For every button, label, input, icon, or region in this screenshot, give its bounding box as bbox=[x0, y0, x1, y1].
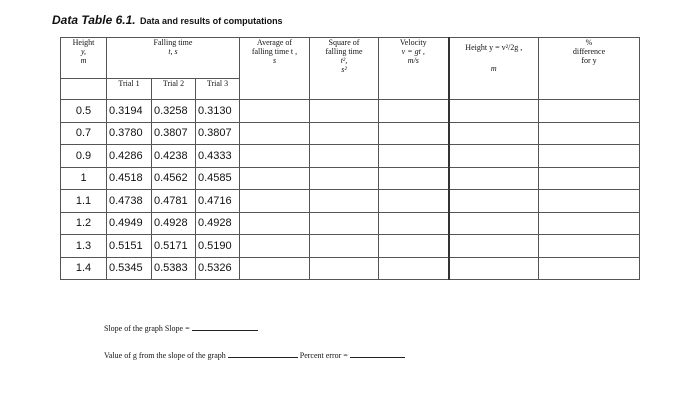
height-cell: 1.3 bbox=[61, 235, 107, 258]
trial2-cell: 0.5383 bbox=[152, 257, 196, 280]
velocity-cell[interactable] bbox=[379, 100, 449, 123]
table-row bbox=[61, 212, 640, 235]
header-square-l4: s² bbox=[341, 65, 347, 74]
square-cell[interactable] bbox=[310, 167, 379, 190]
header-square bbox=[310, 38, 379, 100]
height-formula-cell[interactable] bbox=[449, 100, 539, 123]
trial1-cell: 0.3780 bbox=[107, 122, 152, 145]
header-height bbox=[61, 38, 107, 79]
average-cell[interactable] bbox=[240, 167, 310, 190]
height-cell: 0.7 bbox=[61, 122, 107, 145]
header-height-l3: m bbox=[80, 56, 87, 65]
header-velocity bbox=[379, 38, 449, 100]
height-cell: 1.2 bbox=[61, 212, 107, 235]
header-trial-2: Trial 2 bbox=[152, 79, 196, 100]
height-formula-cell[interactable] bbox=[449, 122, 539, 145]
square-cell[interactable] bbox=[310, 235, 379, 258]
header-velocity-l3: m/s bbox=[407, 56, 419, 65]
height-cell: 0.9 bbox=[61, 145, 107, 168]
header-square-l1: Square of bbox=[328, 38, 360, 47]
square-cell[interactable] bbox=[310, 100, 379, 123]
trial1-cell: 0.4286 bbox=[107, 145, 152, 168]
header-average-l2: falling time t , bbox=[251, 47, 298, 56]
percent-error-label: Percent error = bbox=[299, 351, 348, 360]
g-value-blank[interactable] bbox=[228, 349, 298, 358]
header-average bbox=[240, 38, 310, 100]
header-velocity-l1: Velocity bbox=[399, 38, 427, 47]
trial3-cell: 0.5326 bbox=[196, 257, 240, 280]
table-title-subtitle: Data and results of computations bbox=[140, 16, 283, 26]
header-square-l2: falling time bbox=[325, 47, 363, 56]
table-row bbox=[61, 235, 640, 258]
slope-blank[interactable] bbox=[192, 322, 258, 331]
trial3-cell: 0.4333 bbox=[196, 145, 240, 168]
g-value-line bbox=[104, 349, 405, 360]
trial3-cell: 0.3807 bbox=[196, 122, 240, 145]
percent-cell[interactable] bbox=[539, 212, 640, 235]
average-cell[interactable] bbox=[240, 257, 310, 280]
velocity-cell[interactable] bbox=[379, 212, 449, 235]
header-falling-time-l1: Falling time bbox=[153, 38, 193, 47]
header-percent-l3: for y bbox=[581, 56, 597, 65]
header-height-formula bbox=[449, 38, 539, 100]
height-formula-cell[interactable] bbox=[449, 212, 539, 235]
trial3-cell: 0.5190 bbox=[196, 235, 240, 258]
trial1-cell: 0.4518 bbox=[107, 167, 152, 190]
header-trial-3: Trial 3 bbox=[196, 79, 240, 100]
slope-line bbox=[104, 322, 258, 333]
data-table bbox=[60, 37, 640, 280]
table-row bbox=[61, 190, 640, 213]
trial2-cell: 0.4562 bbox=[152, 167, 196, 190]
header-falling-time bbox=[107, 38, 240, 79]
g-value-label: Value of g from the slope of the graph bbox=[104, 351, 226, 360]
average-cell[interactable] bbox=[240, 145, 310, 168]
trial3-cell: 0.4716 bbox=[196, 190, 240, 213]
height-cell: 1.4 bbox=[61, 257, 107, 280]
percent-cell[interactable] bbox=[539, 190, 640, 213]
square-cell[interactable] bbox=[310, 145, 379, 168]
header-average-l1: Average of bbox=[256, 38, 293, 47]
header-height-formula-l2: m bbox=[490, 64, 497, 73]
percent-cell[interactable] bbox=[539, 100, 640, 123]
trial2-cell: 0.4238 bbox=[152, 145, 196, 168]
header-square-l3: t², bbox=[340, 56, 348, 65]
percent-cell[interactable] bbox=[539, 257, 640, 280]
table-row bbox=[61, 167, 640, 190]
height-formula-cell[interactable] bbox=[449, 257, 539, 280]
velocity-cell[interactable] bbox=[379, 145, 449, 168]
percent-cell[interactable] bbox=[539, 235, 640, 258]
square-cell[interactable] bbox=[310, 257, 379, 280]
velocity-cell[interactable] bbox=[379, 190, 449, 213]
trial1-cell: 0.3194 bbox=[107, 100, 152, 123]
header-velocity-l2: v = gt , bbox=[401, 47, 425, 56]
height-cell: 1 bbox=[61, 167, 107, 190]
header-trial-1: Trial 1 bbox=[107, 79, 152, 100]
header-height-l1: Height bbox=[72, 38, 95, 47]
trial2-cell: 0.4781 bbox=[152, 190, 196, 213]
square-cell[interactable] bbox=[310, 122, 379, 145]
trial2-cell: 0.4928 bbox=[152, 212, 196, 235]
velocity-cell[interactable] bbox=[379, 235, 449, 258]
trial2-cell: 0.5171 bbox=[152, 235, 196, 258]
header-percent-l2: difference bbox=[572, 47, 606, 56]
trial1-cell: 0.5151 bbox=[107, 235, 152, 258]
slope-label: Slope of the graph Slope = bbox=[104, 324, 190, 333]
table-row bbox=[61, 145, 640, 168]
header-falling-time-l2: t, s bbox=[168, 47, 178, 56]
trial3-cell: 0.4928 bbox=[196, 212, 240, 235]
velocity-cell[interactable] bbox=[379, 257, 449, 280]
height-formula-cell[interactable] bbox=[449, 190, 539, 213]
percent-cell[interactable] bbox=[539, 122, 640, 145]
average-cell[interactable] bbox=[240, 212, 310, 235]
trial1-cell: 0.4949 bbox=[107, 212, 152, 235]
trial2-cell: 0.3258 bbox=[152, 100, 196, 123]
height-cell: 0.5 bbox=[61, 100, 107, 123]
table-title bbox=[52, 11, 283, 29]
header-height-blank bbox=[61, 79, 107, 100]
header-percent bbox=[539, 38, 640, 100]
trial3-cell: 0.4585 bbox=[196, 167, 240, 190]
header-average-l3: s bbox=[272, 56, 277, 65]
percent-cell[interactable] bbox=[539, 167, 640, 190]
velocity-cell[interactable] bbox=[379, 122, 449, 145]
trial2-cell: 0.3807 bbox=[152, 122, 196, 145]
height-cell: 1.1 bbox=[61, 190, 107, 213]
average-cell[interactable] bbox=[240, 100, 310, 123]
table-row bbox=[61, 122, 640, 145]
percent-cell[interactable] bbox=[539, 145, 640, 168]
percent-error-blank[interactable] bbox=[350, 349, 405, 358]
trial1-cell: 0.5345 bbox=[107, 257, 152, 280]
velocity-cell[interactable] bbox=[379, 167, 449, 190]
square-cell[interactable] bbox=[310, 190, 379, 213]
average-cell[interactable] bbox=[240, 190, 310, 213]
header-height-l2: y, bbox=[80, 47, 87, 56]
average-cell[interactable] bbox=[240, 235, 310, 258]
header-height-formula-l1: Height y = v²/2g , bbox=[465, 43, 523, 52]
trial3-cell: 0.3130 bbox=[196, 100, 240, 123]
table-title-label: Data Table 6.1. bbox=[52, 13, 136, 27]
header-percent-l1: % bbox=[585, 38, 593, 47]
trial1-cell: 0.4738 bbox=[107, 190, 152, 213]
height-formula-cell[interactable] bbox=[449, 145, 539, 168]
height-formula-cell[interactable] bbox=[449, 167, 539, 190]
square-cell[interactable] bbox=[310, 212, 379, 235]
table-row bbox=[61, 257, 640, 280]
table-row bbox=[61, 100, 640, 123]
height-formula-cell[interactable] bbox=[449, 235, 539, 258]
average-cell[interactable] bbox=[240, 122, 310, 145]
